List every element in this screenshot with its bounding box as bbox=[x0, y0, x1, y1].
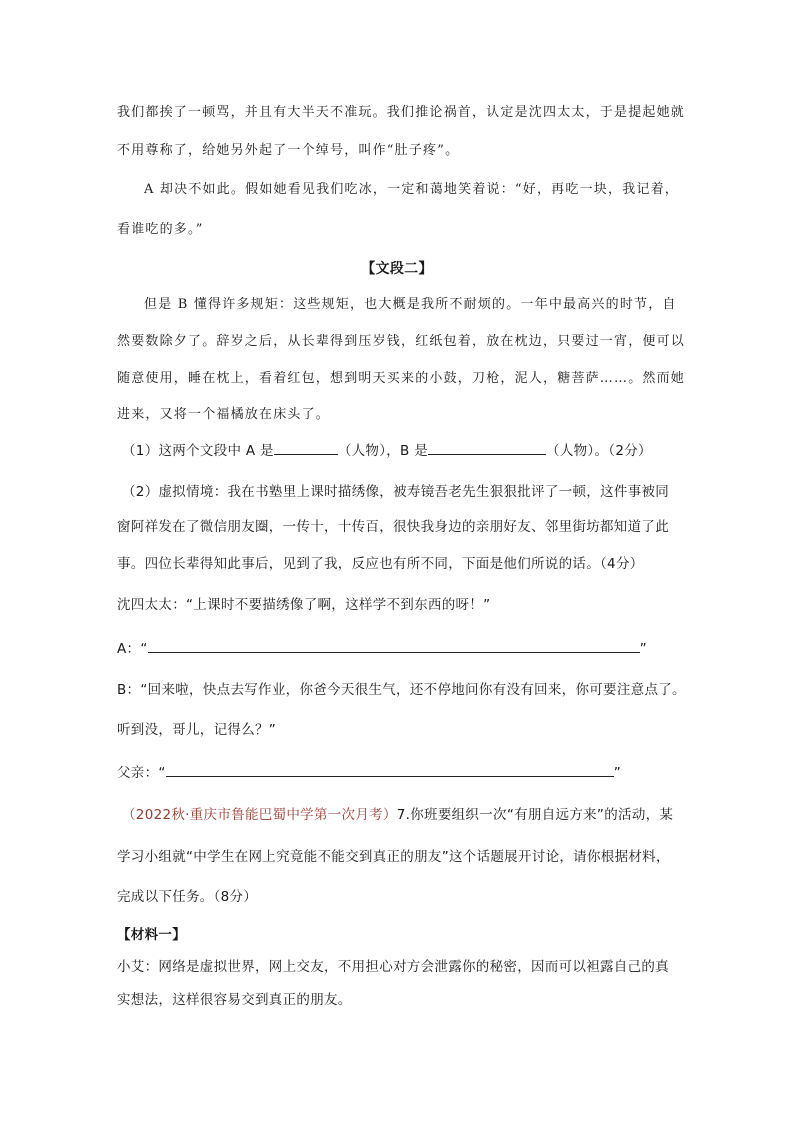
passage1-line-1: 我们都挨了一顿骂，并且有大半天不准玩。我们推论祸首，认定是沈四太太，于是提起她就 bbox=[117, 105, 686, 120]
material-1-line-2: 实想法，这样很容易交到真正的朋友。 bbox=[117, 992, 352, 1008]
material-1-heading: 【材料一】 bbox=[117, 927, 186, 943]
passage2-line-2: 然要数除夕了。辞岁之后，从长辈得到压岁钱，红纸包着，放在枕边，只要过一宵，便可以 bbox=[117, 334, 686, 349]
question-7-line-2: 学习小组就“中学生在网上究竟能不能交到真正的朋友”这个话题展开讨论，请你根据材料， bbox=[117, 849, 670, 865]
answer-blank-a[interactable] bbox=[274, 440, 338, 455]
question-1-part-1: （1）这两个文段中 A 是 bbox=[122, 443, 274, 459]
answer-blank-a-response[interactable] bbox=[148, 638, 640, 653]
question-1-part-2: （人物），B 是 bbox=[337, 443, 429, 459]
shen-quote: 沈四太太：“上课时不要描绣像了啊，这样学不到东西的呀！” bbox=[117, 597, 491, 613]
father-response-prefix: 父亲：“ bbox=[117, 765, 166, 781]
passage1-line-4: 看谁吃的多。” bbox=[117, 222, 204, 237]
question-7-line-1 bbox=[122, 805, 673, 825]
answer-blank-father-response[interactable] bbox=[166, 762, 614, 777]
passage2-line-4: 进来，又将一个福橘放在床头了。 bbox=[117, 407, 331, 422]
passage2-line-3: 随意使用，睡在枕上，看着红包，想到明天买来的小鼓，刀枪，泥人，糖菩萨……。然而她 bbox=[117, 371, 686, 386]
question-1 bbox=[122, 440, 652, 461]
answer-blank-b[interactable] bbox=[428, 440, 546, 455]
a-response bbox=[117, 638, 647, 659]
passage2-heading: 【文段二】 bbox=[361, 261, 433, 277]
question-7-line-1-text: 7.你班要组织一次“有朋自远方来”的活动，某 bbox=[396, 807, 674, 823]
a-response-prefix: A：“ bbox=[117, 641, 148, 657]
material-1-line-1: 小艾：网络是虚拟世界，网上交友，不用担心对方会泄露你的秘密，因而可以袒露自己的真 bbox=[117, 959, 669, 975]
question-2-line-1: （2）虚拟情境：我在书塾里上课时描绣像，被寿镜吾老先生狠狠批评了一顿，这件事被同 bbox=[122, 484, 670, 500]
passage1-line-3: A 却决不如此。假如她看见我们吃冰，一定和蔼地笑着说：“好，再吃一块，我记着， bbox=[144, 182, 679, 197]
question-2-line-3: 事。四位长辈得知此事后，见到了我，反应也有所不同，下面是他们所说的话。（4分） bbox=[117, 556, 644, 572]
question-7-source: （2022秋·重庆市鲁能巴蜀中学第一次月考） bbox=[122, 807, 397, 823]
question-2-line-2: 窗阿祥发在了微信朋友圈，一传十，十传百，很快我身边的亲朋好友、邻里街坊都知道了此 bbox=[117, 519, 669, 535]
a-response-suffix: ” bbox=[639, 641, 647, 657]
father-response-suffix: ” bbox=[613, 765, 621, 781]
question-1-part-3: （人物）。（2分） bbox=[546, 443, 652, 459]
b-quote-line-2: 听到没，哥儿，记得么？” bbox=[117, 722, 277, 738]
passage1-line-2: 不用尊称了，给她另外起了一个绰号，叫作“肚子疼”。 bbox=[117, 143, 460, 158]
father-response bbox=[117, 762, 621, 783]
question-7-line-3: 完成以下任务。（8分） bbox=[117, 889, 258, 905]
b-quote-line-1: B：“回来啦，快点去写作业，你爸今天很生气，还不停地问你有没有回来，你可要注意点了。 bbox=[117, 682, 686, 698]
passage2-line-1: 但是 B 懂得许多规矩：这些规矩，也大概是我所不耐烦的。一年中最高兴的时节，自 bbox=[144, 297, 677, 312]
